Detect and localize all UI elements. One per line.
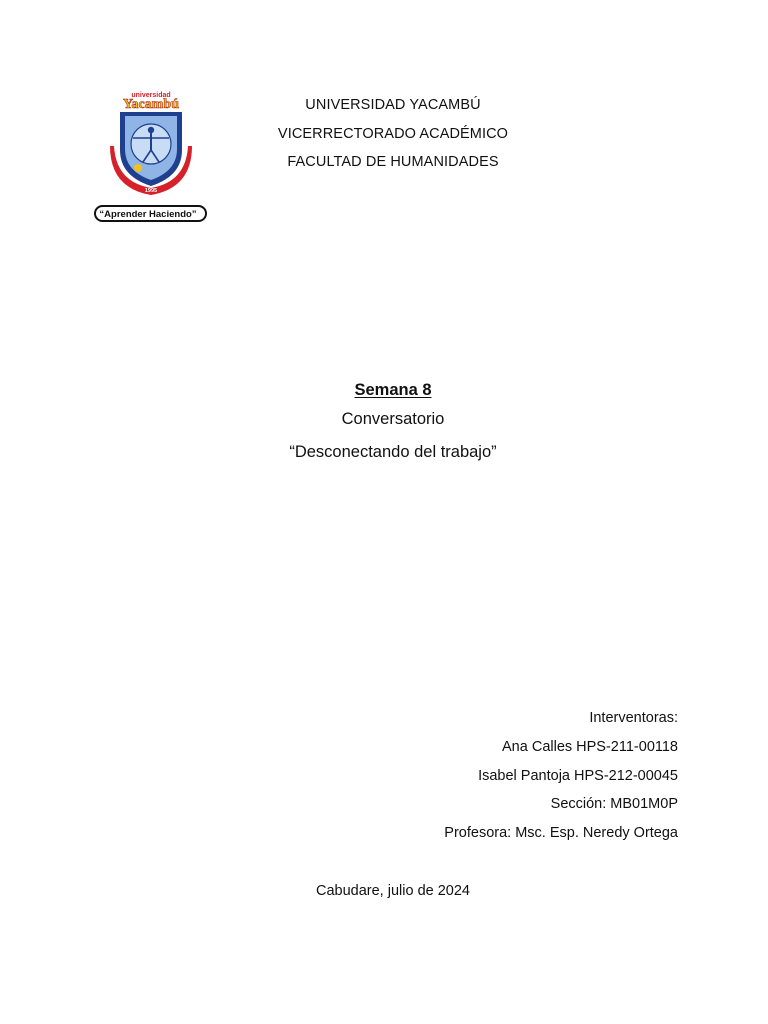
professor-label: Profesora: Msc. Esp. Neredy Ortega [444, 825, 678, 842]
activity-type: Conversatorio [341, 410, 445, 428]
participant-2: Isabel Pantoja HPS-212-00045 [478, 767, 678, 784]
place-date: Cabudare, julio de 2024 [316, 883, 470, 899]
participants-heading: Interventoras: [589, 710, 678, 726]
vice-rectorate: VICERRECTORADO ACADÉMICO [277, 125, 509, 142]
institution-header [243, 91, 543, 177]
participant-1: Ana Calles HPS-211-00118 [502, 738, 678, 755]
section-label: Sección: MB01M0P [550, 796, 678, 813]
logo-top-text: universidad [131, 92, 171, 99]
document-title-block [193, 377, 593, 469]
logo-year-text: 1995 [144, 188, 158, 194]
logo-name-text: Yacambú [122, 97, 180, 112]
university-logo [92, 88, 210, 226]
participants-block [318, 704, 678, 848]
activity-topic: “Desconectando del trabajo” [289, 443, 497, 461]
university-name: UNIVERSIDAD YACAMBÚ [305, 97, 481, 113]
week-title: Semana 8 [354, 381, 432, 399]
logo-motto-text: “Aprender Haciendo” [99, 209, 197, 220]
faculty-name: FACULTAD DE HUMANIDADES [287, 154, 499, 170]
